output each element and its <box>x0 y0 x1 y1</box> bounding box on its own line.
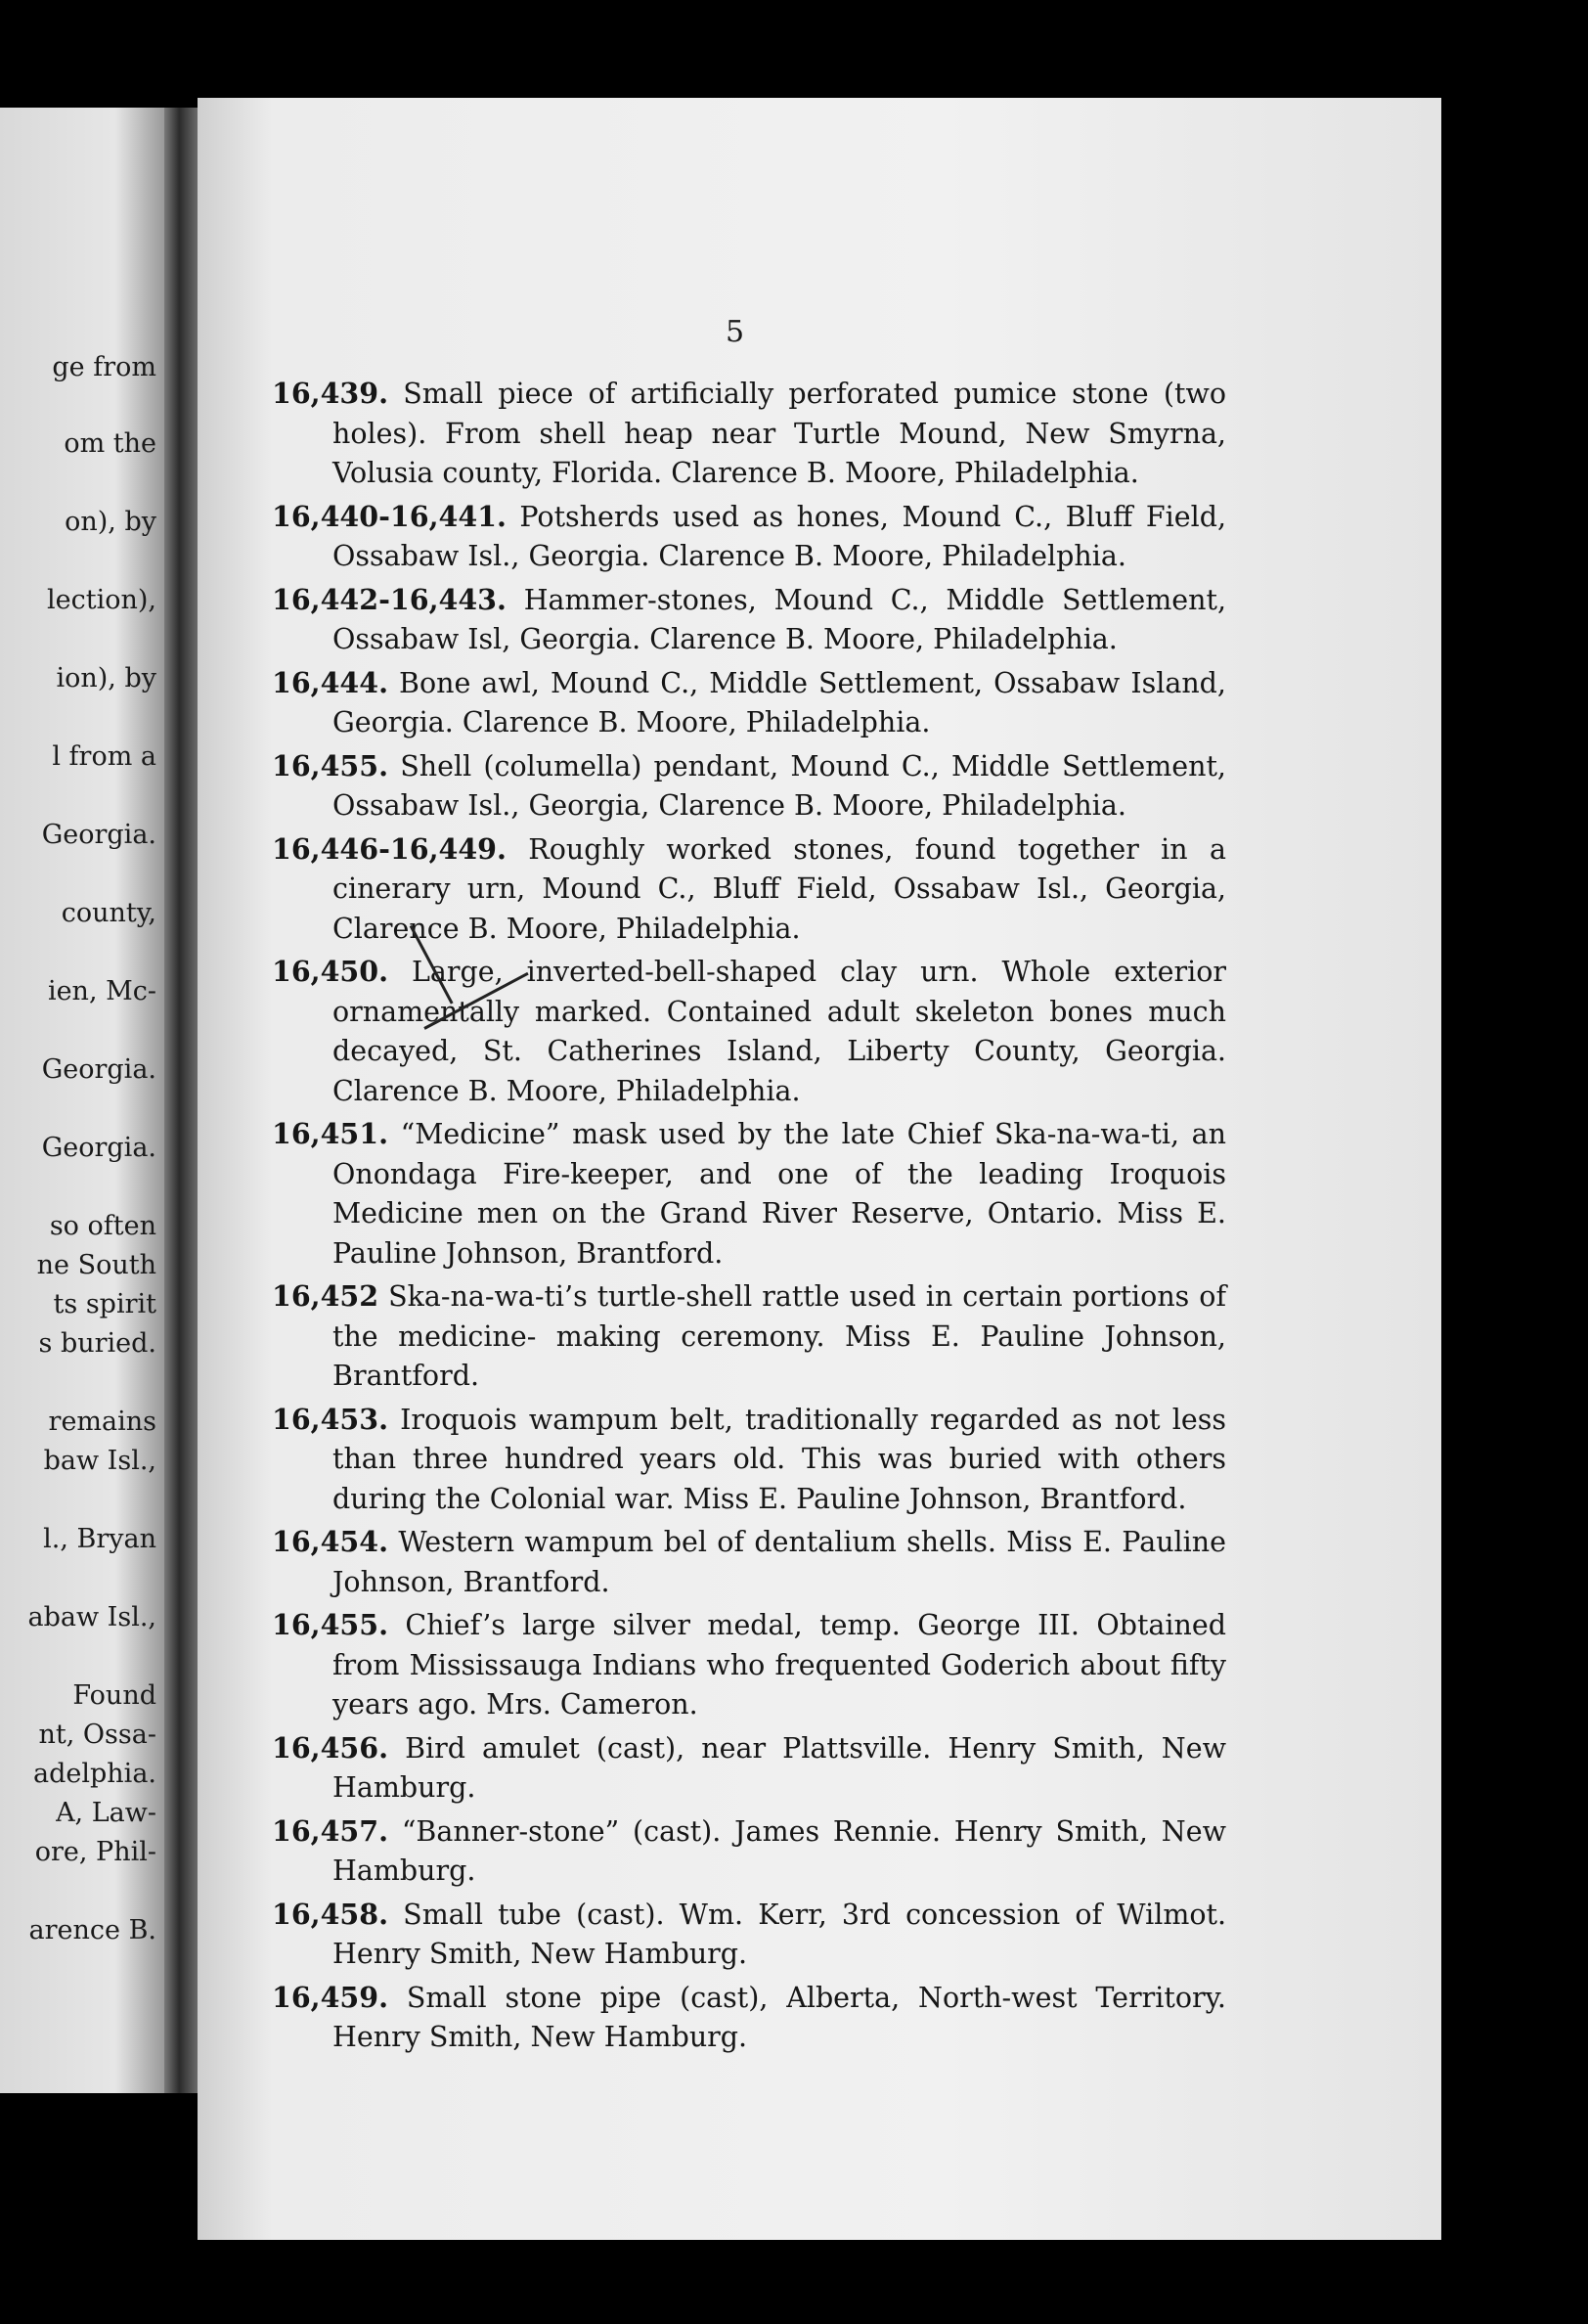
catalogue-entry <box>272 1978 1226 2058</box>
entry-number: 16,453. <box>272 1402 388 1436</box>
entry-number: 16,452 <box>272 1279 379 1313</box>
catalogue-entry <box>272 1114 1226 1274</box>
catalogue-entry <box>272 1895 1226 1975</box>
left-page-fragment: lection), <box>47 585 156 615</box>
right-page <box>198 98 1441 2240</box>
left-page-fragment: l from a <box>52 741 156 772</box>
catalogue-entry <box>272 746 1226 827</box>
catalogue-entry <box>272 663 1226 743</box>
left-page-fragment: baw Isl., <box>43 1446 156 1476</box>
left-page-fragment: ion), by <box>56 663 156 693</box>
entry-number: 16,444. <box>272 665 388 699</box>
left-page-fragment: on), by <box>65 507 156 537</box>
entry-text: Ska-na-wa-ti’s turtle-shell rattle used in certain portions of the medicine- making ceremony. Miss E. Pauline Johnson, Brantford. <box>332 1280 1226 1392</box>
entry-text: Small stone pipe (cast), Alberta, North-west Territory. Henry Smith, New Hamburg. <box>332 1981 1226 2053</box>
entry-text: Small tube (cast). Wm. Kerr, 3rd concession of Wilmot. Henry Smith, New Hamburg. <box>332 1898 1227 1970</box>
left-page-fragment: Georgia. <box>41 1133 156 1163</box>
entry-text: Roughly worked stones, found together in a cinerary urn, Mound C., Bluff Field, Ossabaw Isl., Georgia, Clarence B. Moore, Philadelphia. <box>332 832 1226 945</box>
entry-number: 16,458. <box>272 1897 388 1931</box>
left-page-fragment: county, <box>61 898 156 928</box>
entry-text: Chief’s large silver medal, temp. George III. Obtained from Mississauga Indians who frequented Goderich about fifty years ago. Mrs. Cameron. <box>332 1609 1227 1721</box>
left-page-fragment: ore, Phil- <box>34 1837 156 1867</box>
left-page-fragment: nt, Ossa- <box>38 1720 156 1750</box>
entry-text: “Banner-stone” (cast). James Rennie. Henry Smith, New Hamburg. <box>332 1814 1226 1887</box>
entry-text: Iroquois wampum belt, traditionally regarded as not less than three hundred years old. This was buried with others during the Colonial war. Miss E. Pauline Johnson, Brantford. <box>332 1403 1227 1515</box>
left-page-fragment: ien, Mc- <box>47 976 156 1006</box>
left-page-fragment: A, Law- <box>56 1798 156 1828</box>
left-page-fragment: Found <box>72 1680 156 1711</box>
left-page-fragment: adelphia. <box>33 1759 156 1789</box>
entry-text: “Medicine” mask used by the late Chief Ska-na-wa-ti, an Onondaga Fire-keeper, and one of the leading Iroquois Medicine men on the Grand River Reserve, Ontario. Miss E. Pauline Johnson, Brantford. <box>332 1118 1227 1270</box>
catalogue-entry <box>272 497 1226 577</box>
left-page-fragment: remains <box>48 1407 156 1437</box>
catalogue-entry <box>272 1811 1226 1892</box>
page-number: 5 <box>726 315 745 349</box>
left-page-fragment: ts spirit <box>53 1289 156 1319</box>
entry-number: 16,451. <box>272 1117 388 1150</box>
entry-number: 16,442-16,443. <box>272 582 507 616</box>
entry-number: 16,457. <box>272 1813 388 1848</box>
catalogue-entry <box>272 1400 1226 1520</box>
entry-number: 16,456. <box>272 1730 388 1765</box>
book-gutter <box>164 108 198 2093</box>
entry-text: Shell (columella) pendant, Mound C., Middle Settlement, Ossabaw Isl., Georgia, Clarence B. Moore, Philadelphia. <box>332 749 1226 822</box>
entry-number: 16,446-16,449. <box>272 831 507 866</box>
entry-number: 16,454. <box>272 1525 388 1558</box>
entry-number: 16,439. <box>272 377 388 410</box>
left-page-fragment: ge from <box>52 352 156 382</box>
catalogue-entry <box>272 1605 1226 1725</box>
left-page-fragment: s buried. <box>38 1328 156 1359</box>
left-page-fragment: ne South <box>36 1250 156 1280</box>
entry-text: Bone awl, Mound C., Middle Settlement, Ossabaw Island, Georgia. Clarence B. Moore, Philadelphia. <box>332 666 1226 738</box>
entry-text: Hammer-stones, Mound C., Middle Settlement, Ossabaw Isl, Georgia. Clarence B. Moore, Philadelphia. <box>332 583 1227 655</box>
entry-number: 16,455. <box>272 1608 388 1641</box>
catalogue-entries <box>272 374 1226 2061</box>
left-page-fragment: Georgia. <box>41 1054 156 1085</box>
entry-number: 16,459. <box>272 1980 388 2014</box>
entry-number: 16,440-16,441. <box>272 499 507 533</box>
catalogue-entry <box>272 952 1226 1111</box>
left-page-fragment: abaw Isl., <box>27 1602 156 1632</box>
entry-text: Large, inverted-bell-shaped clay urn. Whole exterior ornamentally marked. Contained adult skeleton bones much decayed, St. Catherines Island, Liberty County, Georgia. Clarence B. Moore, Philadelphia. <box>332 956 1226 1107</box>
catalogue-entry <box>272 374 1226 494</box>
entry-text: Small piece of artificially perforated pumice stone (two holes). From shell heap near Turtle Mound, New Smyrna, Volusia county, Florida. Clarence B. Moore, Philadelphia. <box>332 378 1226 489</box>
left-page-fragment: om the <box>64 428 156 459</box>
left-page-fragment: so often <box>49 1211 156 1241</box>
catalogue-entry <box>272 580 1226 660</box>
entry-number: 16,450. <box>272 955 388 988</box>
catalogue-entry <box>272 1728 1226 1809</box>
left-page-edge <box>0 108 164 2093</box>
entry-number: 16,455. <box>272 748 388 782</box>
entry-text: Bird amulet (cast), near Plattsville. Henry Smith, New Hamburg. <box>332 1731 1227 1804</box>
left-page-fragment: Georgia. <box>41 820 156 850</box>
catalogue-entry <box>272 1522 1226 1602</box>
left-page-fragment: l., Bryan <box>43 1524 156 1554</box>
catalogue-entry <box>272 1276 1226 1397</box>
left-page-fragment: arence B. <box>28 1915 156 1945</box>
entry-text: Western wampum bel of dentalium shells. Miss E. Pauline Johnson, Brantford. <box>332 1526 1227 1598</box>
entry-text: Potsherds used as hones, Mound C., Bluff Field, Ossabaw Isl., Georgia. Clarence B. Moore, Philadelphia. <box>332 500 1226 572</box>
